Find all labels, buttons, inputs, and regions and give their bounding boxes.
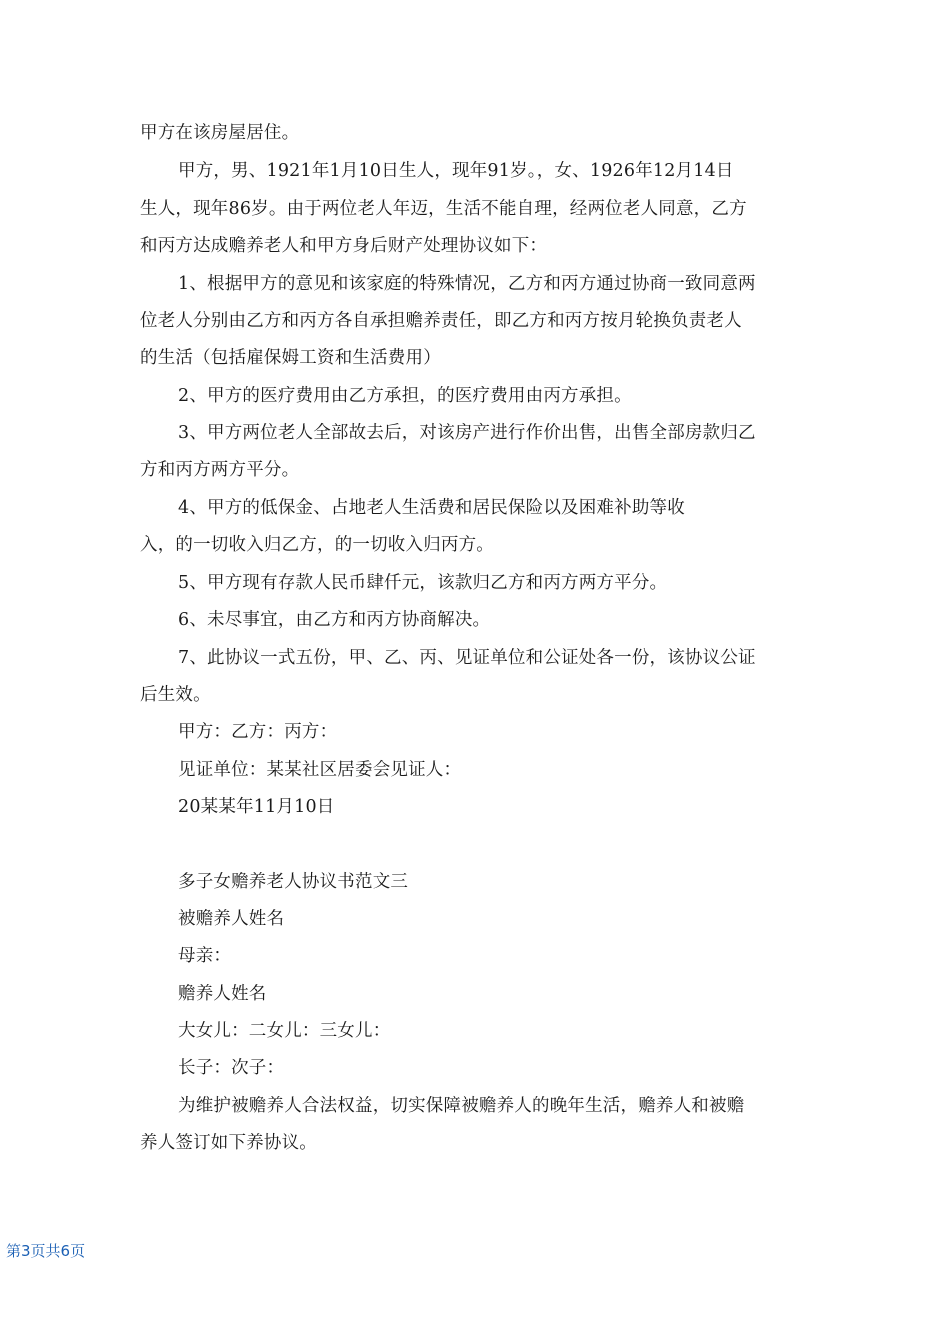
- paragraph-line: 母亲：: [178, 946, 232, 966]
- paragraph-line: 5、甲方现有存款人民币肆仟元，该款归乙方和丙方两方平分。: [178, 573, 668, 593]
- paragraph-line: 2、甲方的医疗费用由乙方承担，的医疗费用由丙方承担。: [178, 386, 632, 406]
- paragraph-line: 4、甲方的低保金、占地老人生活费和居民保险以及困难补助等收: [178, 498, 685, 518]
- paragraph-line: 入，的一切收入归乙方，的一切收入归丙方。: [140, 535, 494, 555]
- paragraph-line: 甲方，男、1921年1月10日生人，现年91岁。，女、1926年12月14日: [178, 161, 734, 181]
- paragraph-line: 赡养人姓名: [178, 984, 267, 1004]
- paragraph-line: 和丙方达成赡养老人和甲方身后财产处理协议如下：: [140, 236, 548, 256]
- paragraph-line: 7、此协议一式五份，甲、乙、丙、见证单位和公证处各一份，该协议公证: [178, 648, 756, 668]
- paragraph-line: 被赡养人姓名: [178, 909, 285, 929]
- paragraph-line: 1、根据甲方的意见和该家庭的特殊情况，乙方和丙方通过协商一致同意两: [178, 274, 756, 294]
- section-title: 多子女赡养老人协议书范文三: [178, 872, 409, 892]
- witness-line: 见证单位：某某社区居委会见证人：: [178, 760, 462, 780]
- paragraph-line: 大女儿：二女儿：三女儿：: [178, 1021, 391, 1041]
- paragraph-line: 甲方在该房屋居住。: [140, 123, 300, 143]
- paragraph-line: 生人，现年86岁。由于两位老人年迈，生活不能自理，经两位老人同意，乙方: [140, 199, 747, 219]
- date-line: 20某某年11月10日: [178, 797, 335, 817]
- paragraph-line: 位老人分别由乙方和丙方各自承担赡养责任，即乙方和丙方按月轮换负责老人: [140, 311, 742, 331]
- page-number-footer: 第3页共6页: [6, 1242, 86, 1260]
- signature-line: 甲方：乙方：丙方：: [178, 722, 338, 742]
- paragraph-line: 的生活（包括雇保姆工资和生活费用）: [140, 348, 441, 368]
- paragraph-line: 6、未尽事宜，由乙方和丙方协商解决。: [178, 610, 491, 630]
- paragraph-line: 后生效。: [140, 685, 211, 705]
- paragraph-line: 养人签订如下养协议。: [140, 1133, 317, 1153]
- paragraph-line: 3、甲方两位老人全部故去后，对该房产进行作价出售，出售全部房款归乙: [178, 423, 756, 443]
- paragraph-line: 为维护被赡养人合法权益，切实保障被赡养人的晚年生活，赡养人和被赡: [178, 1096, 745, 1116]
- paragraph-line: 方和丙方两方平分。: [140, 460, 300, 480]
- paragraph-line: 长子：次子：: [178, 1058, 285, 1078]
